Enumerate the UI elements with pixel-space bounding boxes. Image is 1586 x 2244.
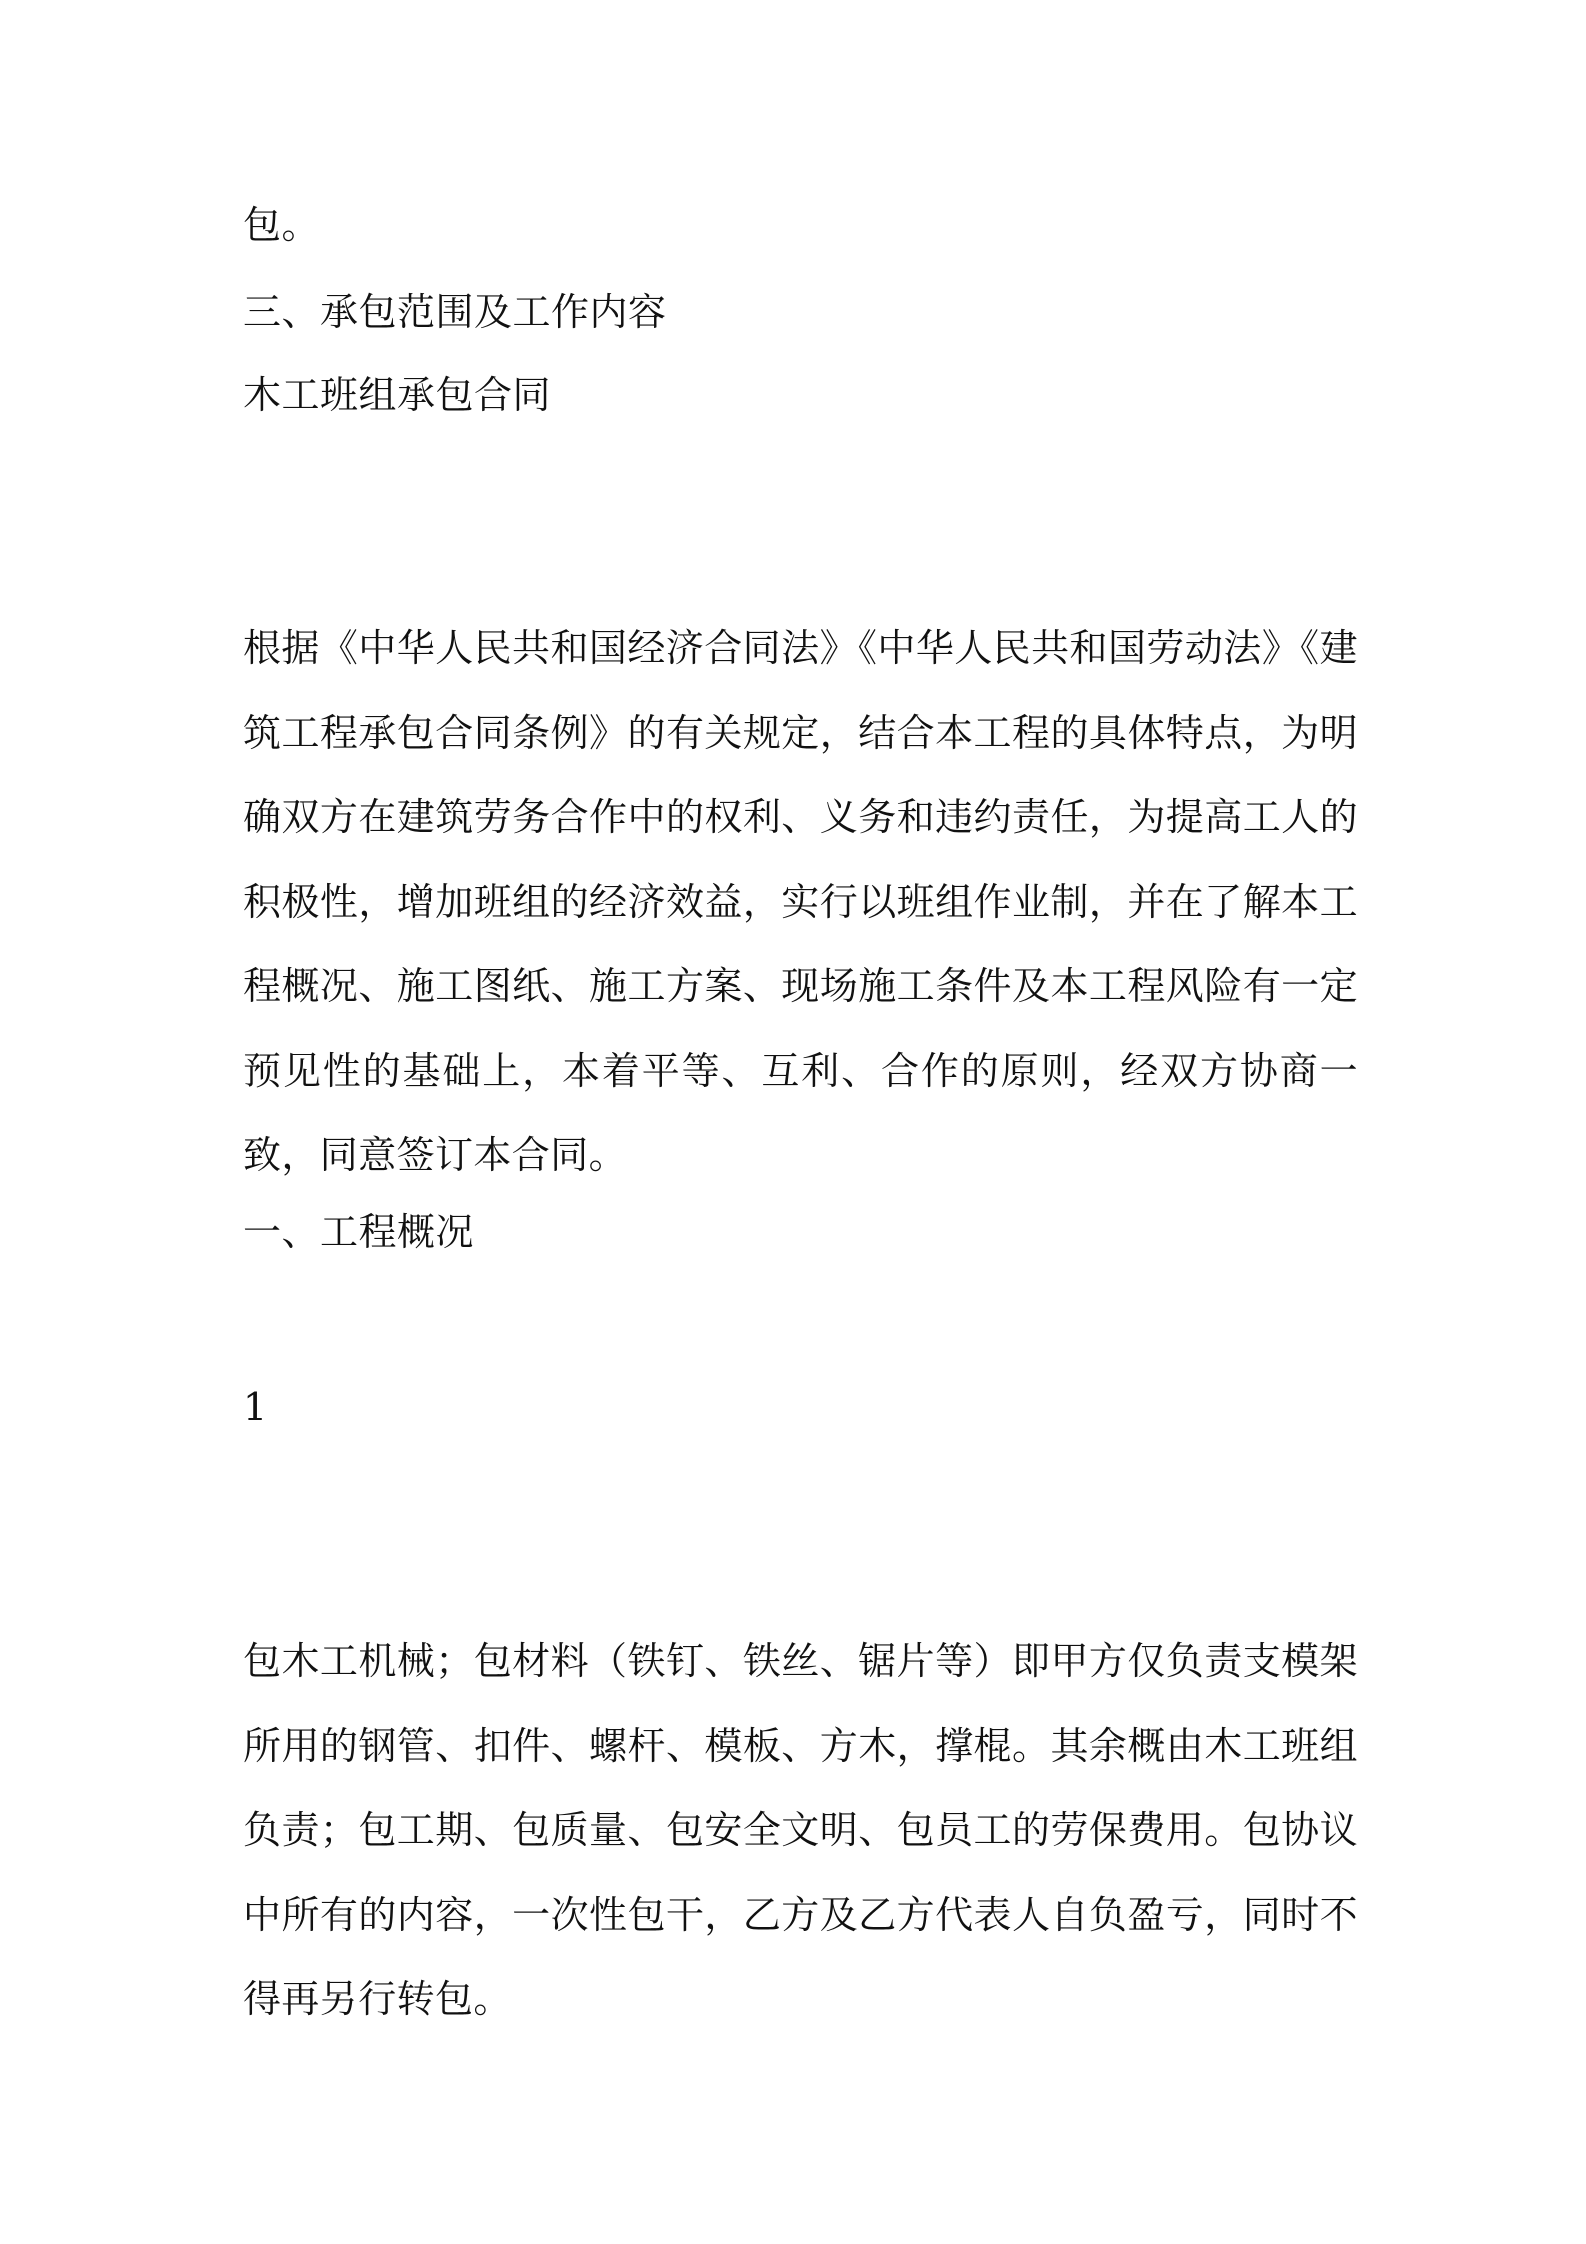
- page-number: 1: [243, 1385, 268, 1429]
- section-one-heading: 一、工程概况: [243, 1210, 475, 1254]
- scope-paragraph: 包木工机械；包材料（铁钉、铁丝、锯片等）即甲方仅负责支模架所用的钢管、扣件、螺杆、模板、方木，撑棍。其余概由木工班组负责；包工期、包质量、包安全文明、包员工的劳保费用。包协议中所有的内容，一次性包干，乙方及乙方代表人自负盈亏，同时不得再另行转包。: [243, 1639, 1358, 2021]
- top-fragment-text: 包。: [243, 203, 321, 247]
- contract-title: 木工班组承包合同: [243, 373, 552, 417]
- preamble-paragraph: 根据《中华人民共和国经济合同法》《中华人民共和国劳动法》《建筑工程承包合同条例》的有关规定，结合本工程的具体特点，为明确双方在建筑劳务合作中的权利、义务和违约责任，为提高工人的积极性，增加班组的经济效益，实行以班组作业制，并在了解本工程概况、施工图纸、施工方案、现场施工条件及本工程风险有一定预见性的基础上，本着平等、互利、合作的原则，经双方协商一致，同意签订本合同。: [243, 626, 1358, 1177]
- section-three-heading: 三、承包范围及工作内容: [243, 290, 667, 334]
